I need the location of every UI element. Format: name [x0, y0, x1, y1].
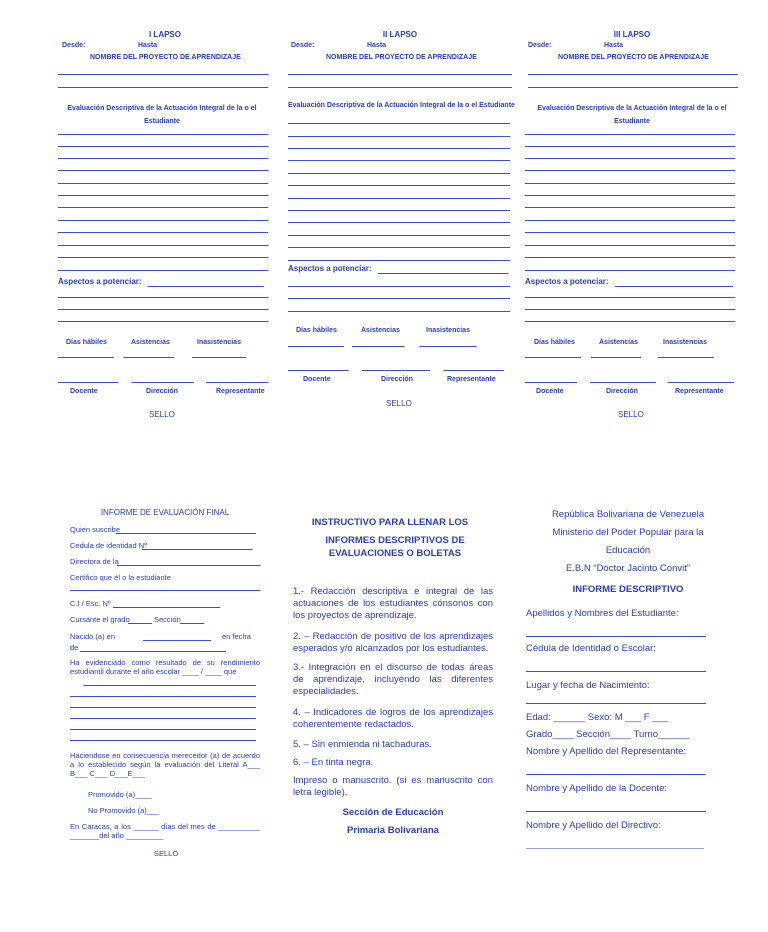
lapso-3-sello: SELLO [618, 410, 644, 419]
republica-line-1: República Bolivariana de Venezuela [551, 509, 705, 520]
grado-seccion-turno-line: Grado____ Sección____ Turno______ [526, 729, 690, 740]
lapso-2-direccion: Dirección [381, 376, 413, 383]
lapso-3-aspectos: Aspectos a potenciar: [525, 277, 609, 286]
lapso-2-representante: Representante [447, 376, 496, 383]
docente-line [526, 811, 706, 812]
lapso-3-docente: Docente [536, 388, 564, 395]
instructivo-item-7: Impreso o manuscrito. (si es manuscrito con letra legible). [293, 775, 493, 798]
lapso-1-eval-title: Evaluación Descriptiva de la Actuación Integral de la o el Estudiante [67, 105, 257, 125]
lapso-3-desde: Desde: [528, 42, 552, 49]
lapso-2-sello: SELLO [386, 399, 412, 408]
lapso-1-inasistencias: Inasistencias [197, 339, 241, 346]
lugar-fecha-line [526, 703, 706, 704]
certifico-label: Certifico que él o la estudiante [70, 573, 171, 582]
instructivo-item-3: 3.- Integración en el discurso de todas áreas de aprendizaje, incluyendo las diferentes especialidades. [293, 662, 493, 697]
instructivo-title-3: EVALUACIONES O BOLETAS [328, 548, 462, 559]
docente-label: Nombre y Apellido de la Docente: [526, 783, 667, 794]
instructivo-item-2: 2. – Redacción de positivo de los aprendizajes esperados y/o alcanzados por los estudiantes. [293, 631, 493, 654]
lugar-fecha-label: Lugar y fecha de Nacimiento: [526, 680, 650, 691]
instructivo-item-1: 1.- Redacción descriptiva e integral de las actuaciones de los estudiantes cónsonos con los proyectos de aprendizaje. [293, 586, 493, 621]
lapso-2-aspectos: Aspectos a potenciar: [288, 264, 372, 273]
lapso-1-hasta: Hasta [138, 42, 158, 49]
lapso-3-proyecto: NOMBRE DEL PROYECTO DE APRENDIZAJE [558, 54, 709, 61]
republica-line-3: Educación [605, 545, 651, 556]
lapso-1-asistencias: Asistencias [131, 339, 170, 346]
lapso-1-representante: Representante [216, 388, 265, 395]
instructivo-item-6: 6. – En tinta negra. [293, 757, 374, 768]
lapso-2-docente: Docente [303, 376, 331, 383]
instructivo-item-4: 4. – Indicadores de logros de los aprendizajes coherentemente redactados. [293, 707, 493, 730]
cedula-escolar-label: Cédula de Identidad o Escolar: [526, 643, 656, 654]
lapso-1-aspectos: Aspectos a potenciar: [58, 277, 142, 286]
lapso-1-title: I LAPSO [148, 30, 181, 39]
en-fecha-label: en fecha [222, 632, 251, 641]
lapso-2-desde: Desde: [291, 42, 315, 49]
lapso-3-hasta: Hasta [604, 42, 624, 49]
instructivo-title-2: INFORMES DESCRIPTIVOS DE [325, 535, 465, 546]
lapso-1-proyecto: NOMBRE DEL PROYECTO DE APRENDIZAJE [90, 54, 241, 61]
edad-sexo-line: Edad: ______ Sexo: M ___ F ___ [526, 712, 669, 723]
lapso-3-eval-title: Evaluación Descriptiva de la Actuación Integral de la o el Estudiante [537, 105, 727, 125]
lapso-2-asistencias: Asistencias [361, 327, 400, 334]
haciendose-text: Haciendose en consecuencia merecedor (a) de acuerdo a lo establecido según la evaluación del Literal A___ B___ C___ D___E___ [70, 751, 260, 778]
seccion-label: Sección [154, 615, 181, 624]
cursante-label: Cursante el grado [70, 615, 130, 624]
lapso-1-dias: Días hábiles [66, 339, 107, 346]
directivo-label: Nombre y Apellido del Directivo: [526, 820, 661, 831]
directivo-line [526, 848, 704, 849]
apellidos-label: Apellidos y Nombres del Estudiante: [526, 608, 679, 619]
lapso-3-asistencias: Asistencias [599, 339, 638, 346]
promovido-label: Promovido (a)____ [88, 790, 152, 799]
lapso-1-desde: Desde: [62, 42, 86, 49]
republica-line-2: Ministerio del Poder Popular para la [552, 527, 704, 538]
ci-esc-label: C.I / Esc. Nº [70, 599, 111, 608]
en-caracas-text: En Caracas, a los ______ días del mes de __________ _______del año _________ [70, 822, 260, 840]
primaria-bolivariana: Primaria Bolivariana [347, 825, 439, 836]
lapso-2-eval-title: Evaluación Descriptiva de la Actuación Integral de la o el Estudiante [288, 102, 515, 109]
apellidos-line [526, 636, 706, 637]
lapso-2-dias: Días hábiles [296, 327, 337, 334]
informe-descriptivo-title: INFORME DESCRIPTIVO [572, 584, 684, 595]
school-name: E.B.N “Doctor Jacinto Convit” [565, 563, 691, 574]
lapso-2-title: II LAPSO [382, 30, 418, 39]
instructivo-title-1: INSTRUCTIVO PARA LLENAR LOS [311, 517, 469, 528]
lapso-1-direccion: Dirección [146, 388, 178, 395]
instructivo-item-5: 5. – Sin enmienda ni tachaduras. [293, 739, 432, 750]
nacido-label: Nacido (a) en [70, 632, 116, 641]
lapso-3-direccion: Dirección [606, 388, 638, 395]
representante-label: Nombre y Apellido del Representante: [526, 746, 687, 757]
de-label: de [70, 643, 79, 652]
ha-evidenciado-text: Ha evidenciado como resultado de su rendimiento estudiantil durante el año escolar ____ / ____ que [70, 658, 260, 676]
lapso-2-inasistencias: Inasistencias [426, 327, 470, 334]
lapso-1-sello: SELLO [149, 410, 175, 419]
lapso-1-docente: Docente [70, 388, 98, 395]
lapso-3-representante: Representante [675, 388, 724, 395]
cedula-label: Cedula de identidad Nº [70, 541, 147, 550]
informe-final-sello: SELLO [154, 849, 179, 858]
representante-line [526, 774, 706, 775]
no-promovido-label: No Promovido (a)___ [88, 806, 160, 815]
directora-label: Directora de la [70, 557, 119, 566]
quien-suscribe-label: Quien suscribe [70, 525, 121, 534]
lapso-2-hasta: Hasta [367, 42, 387, 49]
informe-final-title: INFORME DE EVALUACIÓN FINAL [100, 508, 230, 517]
lapso-2-proyecto: NOMBRE DEL PROYECTO DE APRENDIZAJE [326, 54, 477, 61]
seccion-educacion: Sección de Educación [342, 807, 444, 818]
cedula-escolar-line [526, 671, 706, 672]
lapso-3-inasistencias: Inasistencias [663, 339, 707, 346]
lapso-3-dias: Días hábiles [534, 339, 575, 346]
lapso-3-title: III LAPSO [613, 30, 651, 39]
